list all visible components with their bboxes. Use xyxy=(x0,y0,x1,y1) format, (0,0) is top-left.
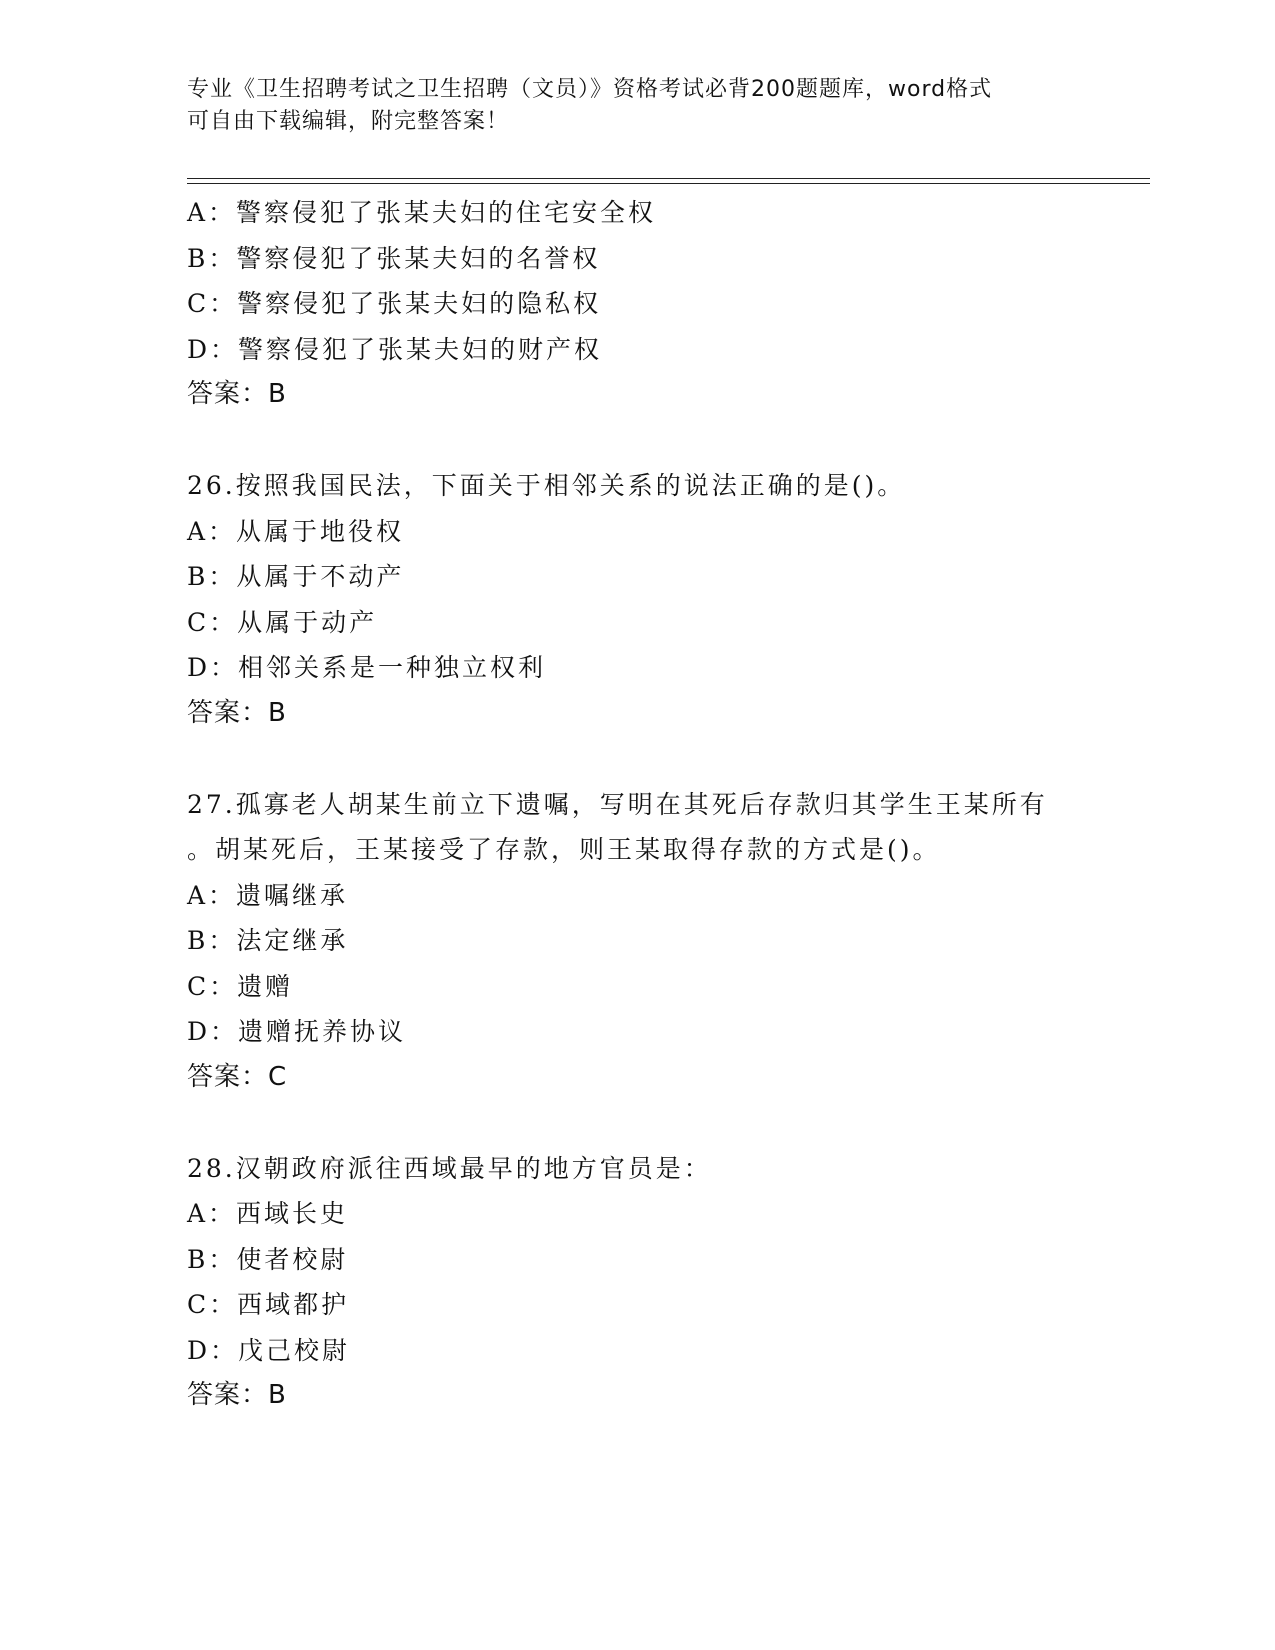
answer-line: 答案：B xyxy=(187,379,287,409)
question-text-line-1: 27.孤寡老人胡某生前立下遗嘱，写明在其死后存款归其学生王某所有 xyxy=(187,789,1048,819)
option-a: A：警察侵犯了张某夫妇的住宅安全权 xyxy=(187,198,657,227)
answer-line: 答案：B xyxy=(187,1380,287,1410)
question-block-26 xyxy=(187,463,1107,736)
option-b: B：警察侵犯了张某夫妇的名誉权 xyxy=(187,243,601,273)
answer-line: 答案：B xyxy=(187,697,287,728)
option-a: A：遗嘱继承 xyxy=(187,880,349,910)
header-line-2: 可自由下载编辑，附完整答案！ xyxy=(187,109,510,134)
option-b: B：从属于不动产 xyxy=(187,562,405,591)
option-c: C：西域都护 xyxy=(187,1290,350,1319)
option-d: D：遗赠抚养协议 xyxy=(187,1017,407,1046)
option-d: D：戊己校尉 xyxy=(187,1335,351,1365)
question-block-27 xyxy=(187,782,1107,1101)
block-spacer xyxy=(187,1100,1107,1146)
option-a: A：西域长史 xyxy=(187,1199,349,1228)
question-text: 28.汉朝政府派往西域最早的地方官员是： xyxy=(187,1153,712,1183)
question-block-28 xyxy=(187,1146,1107,1419)
option-b: B：使者校尉 xyxy=(187,1244,349,1274)
document-header xyxy=(187,74,1067,138)
question-text-line-2: 。胡某死后，王某接受了存款，则王某取得存款的方式是()。 xyxy=(187,835,941,864)
block-spacer xyxy=(187,418,1107,464)
block-spacer xyxy=(187,736,1107,782)
header-divider-bottom xyxy=(187,183,1150,184)
question-block-25 xyxy=(187,190,1107,418)
option-d: D：相邻关系是一种独立权利 xyxy=(187,653,547,682)
question-list xyxy=(187,190,1107,1419)
header-divider-top xyxy=(187,178,1150,179)
option-a: A：从属于地役权 xyxy=(187,516,405,546)
option-c: C：警察侵犯了张某夫妇的隐私权 xyxy=(187,289,602,318)
option-b: B：法定继承 xyxy=(187,926,349,955)
question-text: 26.按照我国民法，下面关于相邻关系的说法正确的是()。 xyxy=(187,471,906,500)
option-c: C：从属于动产 xyxy=(187,607,378,637)
header-line-1: 专业《卫生招聘考试之卫生招聘（文员）》资格考试必背200题题库，word格式 xyxy=(187,77,993,102)
answer-line: 答案：C xyxy=(187,1061,288,1092)
option-c: C：遗赠 xyxy=(187,971,294,1001)
option-d: D：警察侵犯了张某夫妇的财产权 xyxy=(187,334,603,364)
